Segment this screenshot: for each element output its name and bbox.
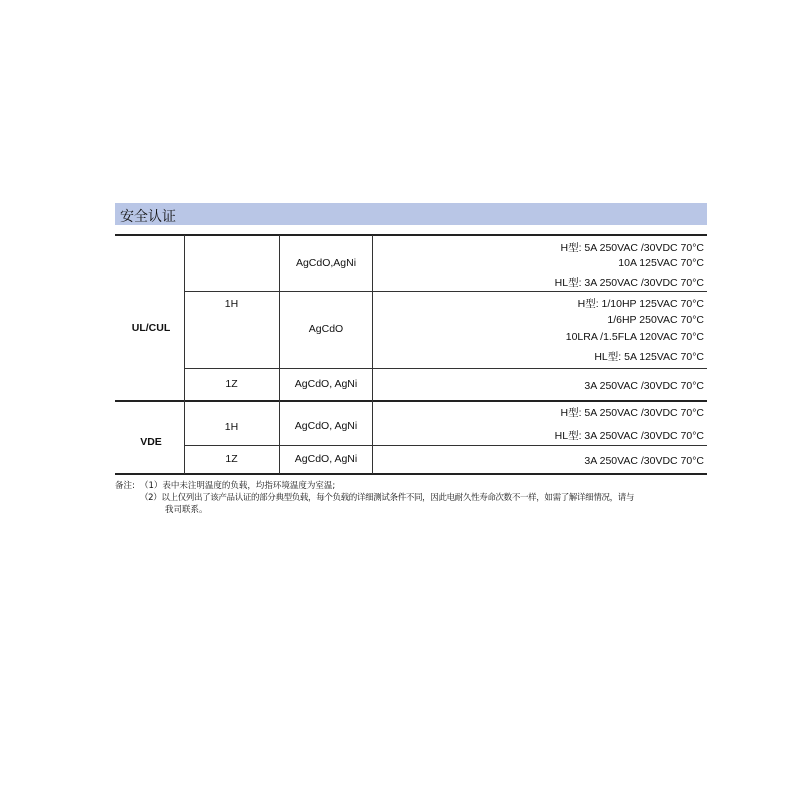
rating-line: H型: 5A 250VAC /30VDC 70°C: [560, 407, 704, 419]
rating-line: HL型: 3A 250VAC /30VDC 70°C: [554, 430, 704, 442]
note-line-3: 我司联系。: [165, 505, 208, 515]
rating-line: HL型: 5A 125VAC 70°C: [594, 351, 704, 363]
column-divider: [372, 235, 373, 474]
rating-line: HL型: 3A 250VAC /30VDC 70°C: [554, 277, 704, 289]
material-cell: AgCdO, AgNi: [294, 453, 358, 465]
note-line-2: （2）以上仅列出了该产品认证的部分典型负载，每个负载的详细测试条件不同，因此电耐久性寿命次数不一样，如需了解详细情况，请与: [140, 493, 635, 503]
material-cell: AgCdO: [308, 323, 344, 335]
section-divider: [115, 400, 707, 402]
section-title: 安全认证: [120, 209, 176, 225]
material-cell: AgCdO,AgNi: [295, 257, 357, 269]
rating-line: 10LRA /1.5FLA 120VAC 70°C: [565, 331, 704, 343]
table-bottom-border: [115, 473, 707, 475]
row-divider: [184, 368, 707, 369]
contact-type-1z: 1Z: [225, 453, 238, 465]
notes-prefix: 备注:: [115, 481, 135, 491]
note-line-1: （1）表中未注明温度的负载，均指环境温度为室温;: [140, 481, 336, 491]
rating-line: 3A 250VAC /30VDC 70°C: [584, 380, 704, 392]
cert-label-ul-cul: UL/CUL: [131, 322, 171, 334]
contact-type-1h: 1H: [224, 421, 239, 433]
contact-type-1z: 1Z: [225, 378, 238, 390]
row-divider: [184, 445, 707, 446]
rating-line: H型: 5A 250VAC /30VDC 70°C: [560, 242, 704, 254]
table-top-border: [115, 234, 707, 236]
material-cell: AgCdO, AgNi: [294, 378, 358, 390]
rating-line: 3A 250VAC /30VDC 70°C: [584, 455, 704, 467]
rating-line: 1/6HP 250VAC 70°C: [607, 314, 704, 326]
column-divider: [279, 235, 280, 474]
rating-line: 10A 125VAC 70°C: [618, 257, 704, 269]
column-divider: [184, 235, 185, 474]
section-title-bar: [115, 203, 707, 225]
material-cell: AgCdO, AgNi: [294, 420, 358, 432]
row-divider: [184, 291, 707, 292]
rating-line: H型: 1/10HP 125VAC 70°C: [577, 298, 704, 310]
cert-label-vde: VDE: [140, 436, 162, 448]
contact-type-1h: 1H: [224, 298, 239, 310]
